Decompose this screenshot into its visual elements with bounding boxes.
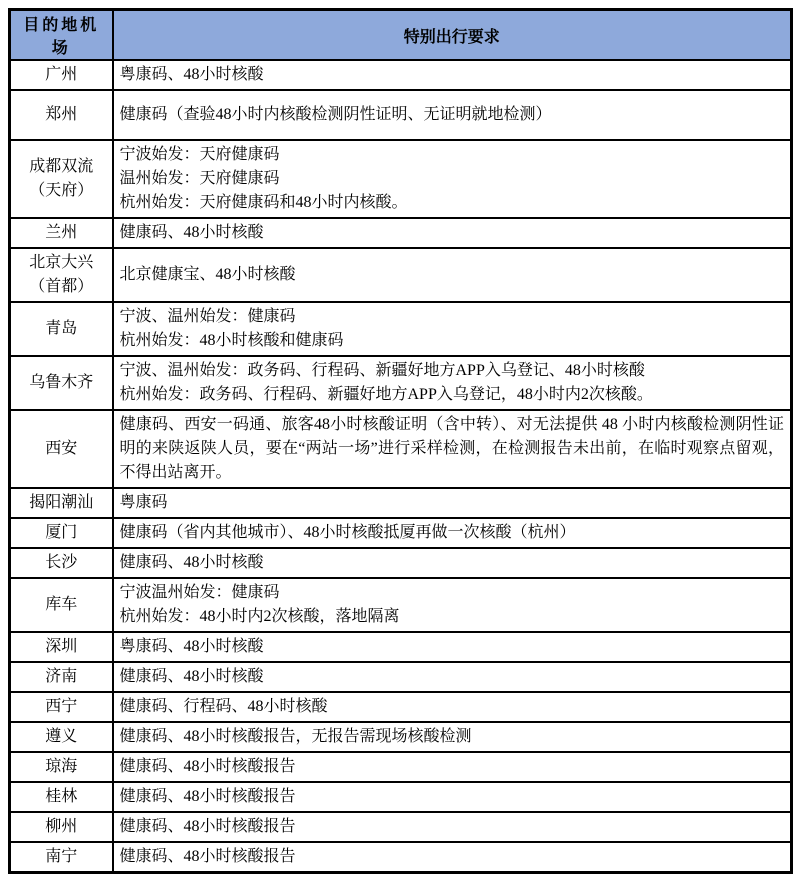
requirements-cell: 宁波、温州始发：政务码、行程码、新疆好地方APP入乌登记、48小时核酸 杭州始发：政务码、行程码、新疆好地方APP入乌登记，48小时内2次核酸。	[113, 356, 792, 410]
requirements-cell: 粤康码、48小时核酸	[113, 60, 792, 90]
requirements-cell: 宁波始发：天府健康码 温州始发：天府健康码 杭州始发：天府健康码和48小时内核酸。	[113, 140, 792, 218]
requirements-cell: 健康码、48小时核酸报告	[113, 752, 792, 782]
table-row	[10, 812, 792, 842]
header-row	[10, 10, 792, 61]
requirements-cell: 北京健康宝、48小时核酸	[113, 248, 792, 302]
requirements-cell: 健康码、行程码、48小时核酸	[113, 692, 792, 722]
column-header-destination: 目的地机场	[10, 10, 113, 61]
table-row	[10, 722, 792, 752]
requirements-cell: 健康码、48小时核酸	[113, 548, 792, 578]
destination-cell: 西安	[10, 410, 113, 488]
travel-requirements-table	[8, 8, 793, 874]
requirements-cell: 健康码、西安一码通、旅客48小时核酸证明（含中转）、对无法提供 48 小时内核酸检测阴性证明的来陕返陕人员，要在“两站一场”进行采样检测，在检测报告未出前，在临时观察点留观，不得出站离开。	[113, 410, 792, 488]
destination-cell: 北京大兴 （首都）	[10, 248, 113, 302]
destination-cell: 青岛	[10, 302, 113, 356]
table-row	[10, 248, 792, 302]
requirements-cell: 健康码、48小时核酸报告，无报告需现场核酸检测	[113, 722, 792, 752]
table-row	[10, 140, 792, 218]
table-row	[10, 752, 792, 782]
requirements-cell: 宁波、温州始发：健康码 杭州始发：48小时核酸和健康码	[113, 302, 792, 356]
destination-cell: 兰州	[10, 218, 113, 248]
table-row	[10, 90, 792, 140]
requirements-cell: 宁波温州始发：健康码 杭州始发：48小时内2次核酸，落地隔离	[113, 578, 792, 632]
table-row	[10, 842, 792, 873]
table-row	[10, 218, 792, 248]
requirements-cell: 粤康码	[113, 488, 792, 518]
destination-cell: 广州	[10, 60, 113, 90]
table-row	[10, 662, 792, 692]
requirements-cell: 健康码（查验48小时内核酸检测阴性证明、无证明就地检测）	[113, 90, 792, 140]
table-row	[10, 488, 792, 518]
destination-cell: 成都双流 （天府）	[10, 140, 113, 218]
table-row	[10, 692, 792, 722]
destination-cell: 桂林	[10, 782, 113, 812]
destination-cell: 遵义	[10, 722, 113, 752]
destination-cell: 长沙	[10, 548, 113, 578]
destination-cell: 库车	[10, 578, 113, 632]
requirements-cell: 健康码、48小时核酸	[113, 662, 792, 692]
destination-cell: 乌鲁木齐	[10, 356, 113, 410]
table-row	[10, 632, 792, 662]
destination-cell: 西宁	[10, 692, 113, 722]
column-header-requirements: 特别出行要求	[113, 10, 792, 61]
table-row	[10, 60, 792, 90]
destination-cell: 南宁	[10, 842, 113, 873]
destination-cell: 深圳	[10, 632, 113, 662]
destination-cell: 济南	[10, 662, 113, 692]
destination-cell: 厦门	[10, 518, 113, 548]
table-row	[10, 302, 792, 356]
requirements-cell: 粤康码、48小时核酸	[113, 632, 792, 662]
table-row	[10, 548, 792, 578]
destination-cell: 琼海	[10, 752, 113, 782]
requirements-cell: 健康码（省内其他城市）、48小时核酸抵厦再做一次核酸（杭州）	[113, 518, 792, 548]
destination-cell: 揭阳潮汕	[10, 488, 113, 518]
requirements-cell: 健康码、48小时核酸报告	[113, 812, 792, 842]
destination-cell: 郑州	[10, 90, 113, 140]
requirements-cell: 健康码、48小时核酸报告	[113, 842, 792, 873]
destination-cell: 柳州	[10, 812, 113, 842]
table-row	[10, 356, 792, 410]
table-row	[10, 518, 792, 548]
table-row	[10, 578, 792, 632]
table-body	[10, 60, 792, 873]
requirements-cell: 健康码、48小时核酸	[113, 218, 792, 248]
table-row	[10, 410, 792, 488]
table-row	[10, 782, 792, 812]
requirements-cell: 健康码、48小时核酸报告	[113, 782, 792, 812]
